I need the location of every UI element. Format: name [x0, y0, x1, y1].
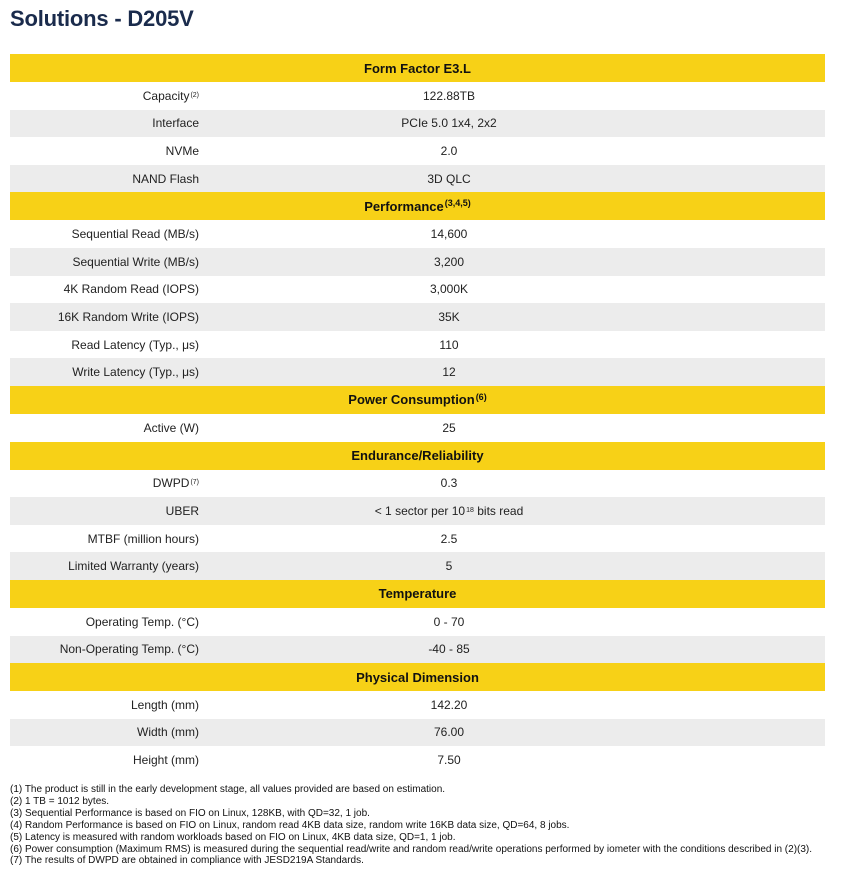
spec-row — [10, 331, 825, 359]
spec-label-text: Sequential Write (MB/s) — [72, 254, 199, 269]
section-footnote-ref: (6) — [475, 391, 487, 402]
section-header — [10, 386, 825, 414]
spec-value-text: 5 — [445, 559, 453, 574]
spec-label — [10, 227, 199, 241]
spec-value-text: 25 — [442, 420, 456, 435]
spec-value-text: 3D QLC — [427, 171, 471, 186]
spec-row — [10, 719, 825, 747]
spec-label — [10, 116, 199, 130]
spec-value — [199, 421, 825, 435]
spec-label — [10, 144, 199, 158]
spec-value — [199, 532, 825, 546]
spec-label — [10, 532, 199, 546]
section-header — [10, 663, 825, 691]
spec-value — [199, 310, 825, 324]
spec-row — [10, 470, 825, 498]
footnote: (3) Sequential Performance is based on FIO on Linux, 128KB, with QD=32, 1 job. — [10, 807, 370, 819]
spec-footnote-ref: (2) — [190, 91, 199, 99]
spec-row — [10, 110, 825, 138]
spec-label — [10, 725, 199, 739]
spec-label — [10, 698, 199, 712]
spec-value-text: 3,000K — [429, 282, 469, 297]
spec-row — [10, 303, 825, 331]
spec-row — [10, 636, 825, 664]
spec-value — [199, 642, 825, 656]
spec-value-text: 122.88TB — [422, 88, 476, 103]
spec-row — [10, 525, 825, 553]
spec-row — [10, 358, 825, 386]
spec-row — [10, 746, 825, 774]
spec-label — [10, 338, 199, 352]
spec-value — [199, 227, 825, 241]
spec-value — [199, 559, 825, 573]
spec-label — [10, 476, 199, 490]
spec-label-text: 4K Random Read (IOPS) — [63, 282, 199, 297]
spec-row — [10, 165, 825, 193]
spec-label-text: Active (W) — [143, 420, 199, 435]
section-header — [10, 54, 825, 82]
footnote: (2) 1 TB = 1012 bytes. — [10, 795, 110, 807]
spec-label-text: MTBF (million hours) — [87, 531, 199, 546]
spec-label — [10, 282, 199, 296]
footnote: (6) Power consumption (Maximum RMS) is measured during the sequential read/write and random read/write operations performed by iometer with the conditions described in (2)(3). — [10, 843, 813, 855]
spec-label-text: Operating Temp. (°C) — [85, 614, 199, 629]
spec-value-text: PCIe 5.0 1x4, 2x2 — [401, 116, 497, 131]
spec-table — [10, 54, 825, 774]
spec-row — [10, 248, 825, 276]
section-title: Temperature — [378, 586, 457, 602]
spec-row — [10, 497, 825, 525]
spec-row — [10, 552, 825, 580]
spec-label-text: Capacity — [142, 88, 190, 103]
spec-value — [199, 116, 825, 130]
spec-label-text: Interface — [152, 116, 199, 131]
spec-label — [10, 753, 199, 767]
spec-label — [10, 421, 199, 435]
footnote: (4) Random Performance is based on FIO on Linux, random read 4KB data size, random write 16KB data size, QD=64, 8 jobs. — [10, 819, 570, 831]
section-footnote-ref: (3,4,5) — [444, 198, 471, 209]
spec-value — [199, 615, 825, 629]
spec-value — [199, 89, 825, 103]
section-header — [10, 442, 825, 470]
spec-value — [199, 504, 825, 518]
spec-row — [10, 608, 825, 636]
spec-row — [10, 414, 825, 442]
spec-value — [199, 282, 825, 296]
spec-label-text: Width (mm) — [137, 725, 199, 740]
section-title: Physical Dimension — [356, 669, 479, 685]
section-header — [10, 580, 825, 608]
spec-label-text: DWPD — [152, 476, 190, 491]
spec-value-text: < 1 sector per 10 — [374, 503, 466, 518]
spec-value-text: 2.0 — [440, 143, 458, 158]
spec-value — [199, 338, 825, 352]
spec-label-text: Height (mm) — [132, 753, 199, 768]
spec-label-text: 16K Random Write (IOPS) — [57, 309, 199, 324]
spec-value-text: 142.20 — [430, 697, 468, 712]
spec-label-text: NVMe — [165, 143, 199, 158]
spec-label — [10, 559, 199, 573]
spec-label — [10, 642, 199, 656]
spec-label-text: Sequential Read (MB/s) — [71, 227, 199, 242]
spec-label — [10, 310, 199, 324]
spec-label — [10, 89, 199, 103]
spec-value — [199, 365, 825, 379]
footnote: (1) The product is still in the early development stage, all values provided are based on estimation. — [10, 784, 446, 795]
spec-value — [199, 144, 825, 158]
section-title: Form Factor E3.L — [364, 60, 471, 76]
spec-label-text: Non-Operating Temp. (°C) — [59, 642, 199, 657]
page-title: Solutions - D205V — [10, 6, 194, 31]
spec-label-text: Write Latency (Typ., μs) — [72, 365, 199, 380]
spec-value-exponent: 18 — [466, 506, 474, 514]
spec-row — [10, 691, 825, 719]
spec-label-text: NAND Flash — [132, 171, 199, 186]
spec-value-text: 12 — [442, 365, 456, 380]
spec-value — [199, 476, 825, 490]
spec-label-text: Length (mm) — [130, 697, 199, 712]
spec-value — [199, 172, 825, 186]
spec-value — [199, 255, 825, 269]
spec-label-text: Limited Warranty (years) — [68, 559, 199, 574]
spec-label — [10, 255, 199, 269]
spec-value-text: 14,600 — [430, 227, 468, 242]
spec-value — [199, 698, 825, 712]
spec-value-suffix: bits read — [473, 503, 524, 518]
spec-row — [10, 137, 825, 165]
spec-label — [10, 172, 199, 186]
spec-label — [10, 504, 199, 518]
footnote: (5) Latency is measured with random workloads based on FIO on Linux, 4KB data size, QD=1, 1 job. — [10, 831, 456, 843]
section-title: Power Consumption — [348, 392, 475, 408]
spec-value-text: 35K — [438, 309, 460, 324]
spec-label-text: Read Latency (Typ., μs) — [71, 337, 199, 352]
spec-row — [10, 82, 825, 110]
spec-row — [10, 220, 825, 248]
spec-value-text: 76.00 — [433, 725, 465, 740]
spec-value-text: 2.5 — [440, 531, 458, 546]
spec-value — [199, 753, 825, 767]
spec-label — [10, 365, 199, 379]
footnote: (7) The results of DWPD are obtained in compliance with JESD219A Standards. — [10, 855, 364, 867]
spec-label — [10, 615, 199, 629]
spec-value-text: 0 - 70 — [433, 614, 465, 629]
spec-value — [199, 725, 825, 739]
spec-value-text: 0.3 — [440, 476, 458, 491]
section-title: Endurance/Reliability — [351, 448, 484, 464]
spec-value-text: 7.50 — [437, 753, 461, 768]
footnotes — [10, 784, 812, 867]
spec-value-text: -40 - 85 — [428, 642, 470, 657]
spec-value-text: 3,200 — [433, 254, 465, 269]
section-header — [10, 192, 825, 220]
spec-footnote-ref: (7) — [190, 479, 199, 487]
spec-label-text: UBER — [165, 503, 199, 518]
section-title: Performance — [364, 198, 444, 214]
spec-row — [10, 276, 825, 304]
spec-value-text: 110 — [439, 337, 459, 352]
